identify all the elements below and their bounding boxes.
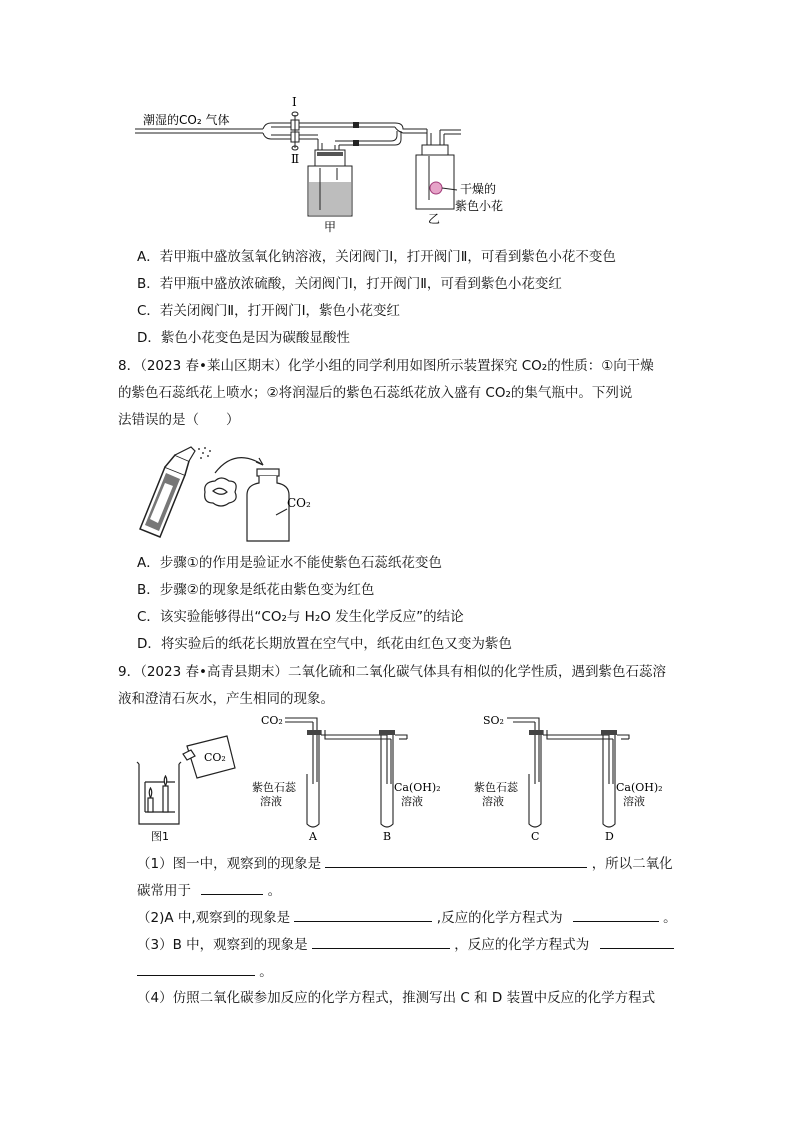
q9-sub3-text-c: 。: [259, 964, 273, 980]
q8-option-a: A．步骤①的作用是验证水不能使紫色石蕊纸花变色: [137, 555, 442, 571]
litmus-label-c-1: 紫色石蕊: [474, 781, 518, 794]
q9-sub3-blank-3[interactable]: [137, 961, 255, 976]
q9-sub1-line1: [137, 853, 673, 874]
bottle-jia: [308, 150, 352, 216]
q9-sub1-blank-2[interactable]: [201, 880, 263, 895]
q7-option-b: B．若甲瓶中盛放浓硫酸，关闭阀门Ⅰ，打开阀门Ⅱ，可看到紫色小花变红: [137, 276, 562, 292]
fig1-beaker: [137, 762, 181, 824]
q9-sub1-blank-1[interactable]: [325, 853, 587, 868]
tube-c-label: C: [531, 830, 540, 843]
tube-a-label: A: [309, 830, 317, 843]
flower-label-1: 干燥的: [460, 182, 497, 196]
q8-stem-2: 的紫色石蕊纸花上喷水；②将润湿后的紫色石蕊纸花放入盛有 CO₂的集气瓶中。下列说: [118, 385, 633, 401]
gas-label: 潮湿的CO₂ 气体: [143, 113, 230, 127]
caoh-label-d-1: Ca(OH)₂: [616, 781, 663, 794]
q8-figure: [135, 437, 335, 547]
q9-figure: [135, 712, 675, 847]
q9-sub3-line1: [137, 934, 674, 955]
tube-cd-gas-label: SO₂: [483, 714, 504, 727]
q9-sub1-text-d: 。: [267, 883, 282, 899]
q9-sub3-line2: [137, 961, 273, 982]
valve-one-label: Ⅰ: [292, 95, 297, 109]
q9-sub3-text-a: （3）B 中，观察到的现象是: [137, 937, 308, 953]
valve-two-label: Ⅱ: [291, 152, 300, 166]
q8-option-d: D．将实验后的纸花长期放置在空气中，纸花由红色又变为紫色: [137, 636, 512, 652]
q9-sub1-line2: [137, 880, 281, 901]
q9-sub3-blank-1[interactable]: [312, 934, 450, 949]
bottle-yi: [416, 145, 457, 209]
q9-sub4-line: （4）仿照二氧化碳参加反应的化学方程式，推测写出 C 和 D 装置中反应的化学方程式: [137, 990, 656, 1006]
q9-sub3-blank-2[interactable]: [600, 934, 674, 949]
q9-sub2-line: [137, 907, 677, 928]
paper-flower-icon: [205, 478, 236, 506]
fig1-label: 图1: [151, 830, 169, 843]
q9-sub2-text-c: 。: [663, 910, 677, 926]
q7-apparatus-figure: [135, 90, 515, 240]
tube-ab-gas-label: CO₂: [261, 714, 283, 727]
q8-stem-3: 法错误的是（ ）: [118, 412, 240, 428]
q9-sub1-text-b: ，所以二氧化: [591, 856, 673, 872]
q9-sub2-blank-2[interactable]: [573, 907, 659, 922]
litmus-label-c-2: 溶液: [482, 795, 504, 808]
q9-sub2-text-a: （2)A 中,观察到的现象是: [137, 910, 291, 926]
litmus-label-a-2: 溶液: [260, 795, 282, 808]
bottle-jia-label: 甲: [324, 220, 337, 234]
q8-co2-label: CO₂: [287, 496, 311, 510]
caoh-label-b-2: 溶液: [401, 795, 423, 808]
spray-bottle-icon: [140, 447, 211, 537]
transfer-arrow-icon: [215, 458, 263, 473]
fig1-co2-label: CO₂: [204, 751, 226, 764]
tube-b-label: B: [383, 830, 392, 843]
gas-jar-icon: [247, 469, 289, 541]
q9-stem-1: 9．（2023 春•高青县期末）二氧化硫和二氧化碳气体具有相似的化学性质，遇到紫色石蕊溶: [118, 664, 666, 680]
q7-option-a: A．若甲瓶中盛放氢氧化钠溶液，关闭阀门Ⅰ，打开阀门Ⅱ，可看到紫色小花不变色: [137, 249, 616, 265]
q9-sub2-text-b: ,反应的化学方程式为: [436, 910, 563, 926]
litmus-label-a-1: 紫色石蕊: [252, 781, 296, 794]
q8-option-c: C．该实验能够得出“CO₂与 H₂O 发生化学反应”的结论: [137, 609, 464, 625]
q7-option-c: C．若关闭阀门Ⅱ，打开阀门Ⅰ，紫色小花变红: [137, 303, 401, 319]
q9-sub1-text-a: （1）图一中，观察到的现象是: [137, 856, 322, 872]
q9-sub2-blank-1[interactable]: [294, 907, 432, 922]
q9-sub1-text-c: 碳常用于: [137, 883, 191, 899]
flower-label-2: 紫色小花: [455, 199, 504, 213]
purple-flower-icon: [430, 182, 442, 194]
valve-two: [291, 130, 299, 150]
q8-option-b: B．步骤②的现象是纸花由紫色变为红色: [137, 582, 375, 598]
caoh-label-b-1: Ca(OH)₂: [394, 781, 441, 794]
q9-stem-2: 液和澄清石灰水，产生相同的现象。: [118, 691, 334, 707]
q8-stem-1: 8．（2023 春•莱山区期末）化学小组的同学利用如图所示装置探究 CO₂的性质：①向干燥: [118, 358, 654, 374]
q7-option-d: D．紫色小花变色是因为碳酸显酸性: [137, 330, 350, 346]
caoh-label-d-2: 溶液: [623, 795, 645, 808]
bottle-yi-label: 乙: [428, 212, 441, 226]
q9-sub3-text-b: ，反应的化学方程式为: [454, 937, 590, 953]
tube-d-label: D: [605, 830, 614, 843]
